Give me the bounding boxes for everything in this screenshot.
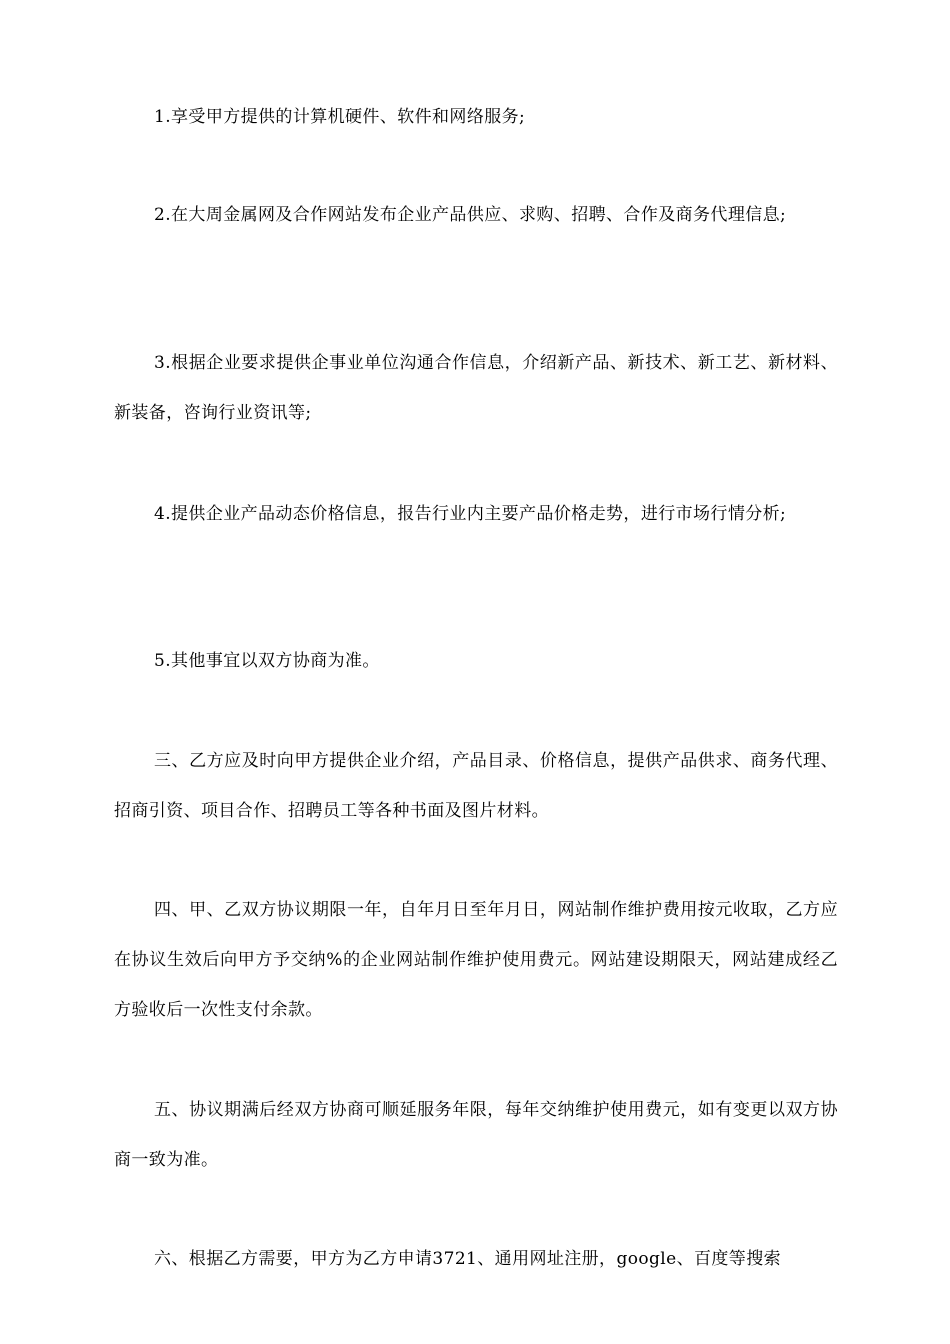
service-item-1: 1.享受甲方提供的计算机硬件、软件和网络服务; <box>154 107 526 127</box>
service-item-3: 3.根据企业要求提供企事业单位沟通合作信息，介绍新产品、新技术、新工艺、新材料、新装备，咨询行业资讯等; <box>114 353 838 423</box>
service-item-4: 4.提供企业产品动态价格信息，报告行业内主要产品价格走势，进行市场行情分析; <box>154 504 787 524</box>
clause-3: 三、乙方应及时向甲方提供企业介绍，产品目录、价格信息，提供产品供求、商务代理、招商引资、项目合作、招聘员工等各种书面及图片材料。 <box>114 751 838 821</box>
clause-4: 四、甲、乙双方协议期限一年，自年月日至年月日，网站制作维护费用按元收取，乙方应在协议生效后向甲方予交纳%的企业网站制作维护使用费元。网站建设期限天，网站建成经乙方验收后一次性支付余款。 <box>114 900 838 1020</box>
clause-6: 六、根据乙方需要，甲方为乙方申请3721、通用网址注册，google、百度等搜索 <box>154 1249 781 1269</box>
service-item-5: 5.其他事宜以双方协商为准。 <box>154 651 380 671</box>
clause-5: 五、协议期满后经双方协商可顺延服务年限，每年交纳维护使用费元，如有变更以双方协商一致为准。 <box>114 1100 838 1170</box>
service-item-2: 2.在大周金属网及合作网站发布企业产品供应、求购、招聘、合作及商务代理信息; <box>154 205 787 225</box>
